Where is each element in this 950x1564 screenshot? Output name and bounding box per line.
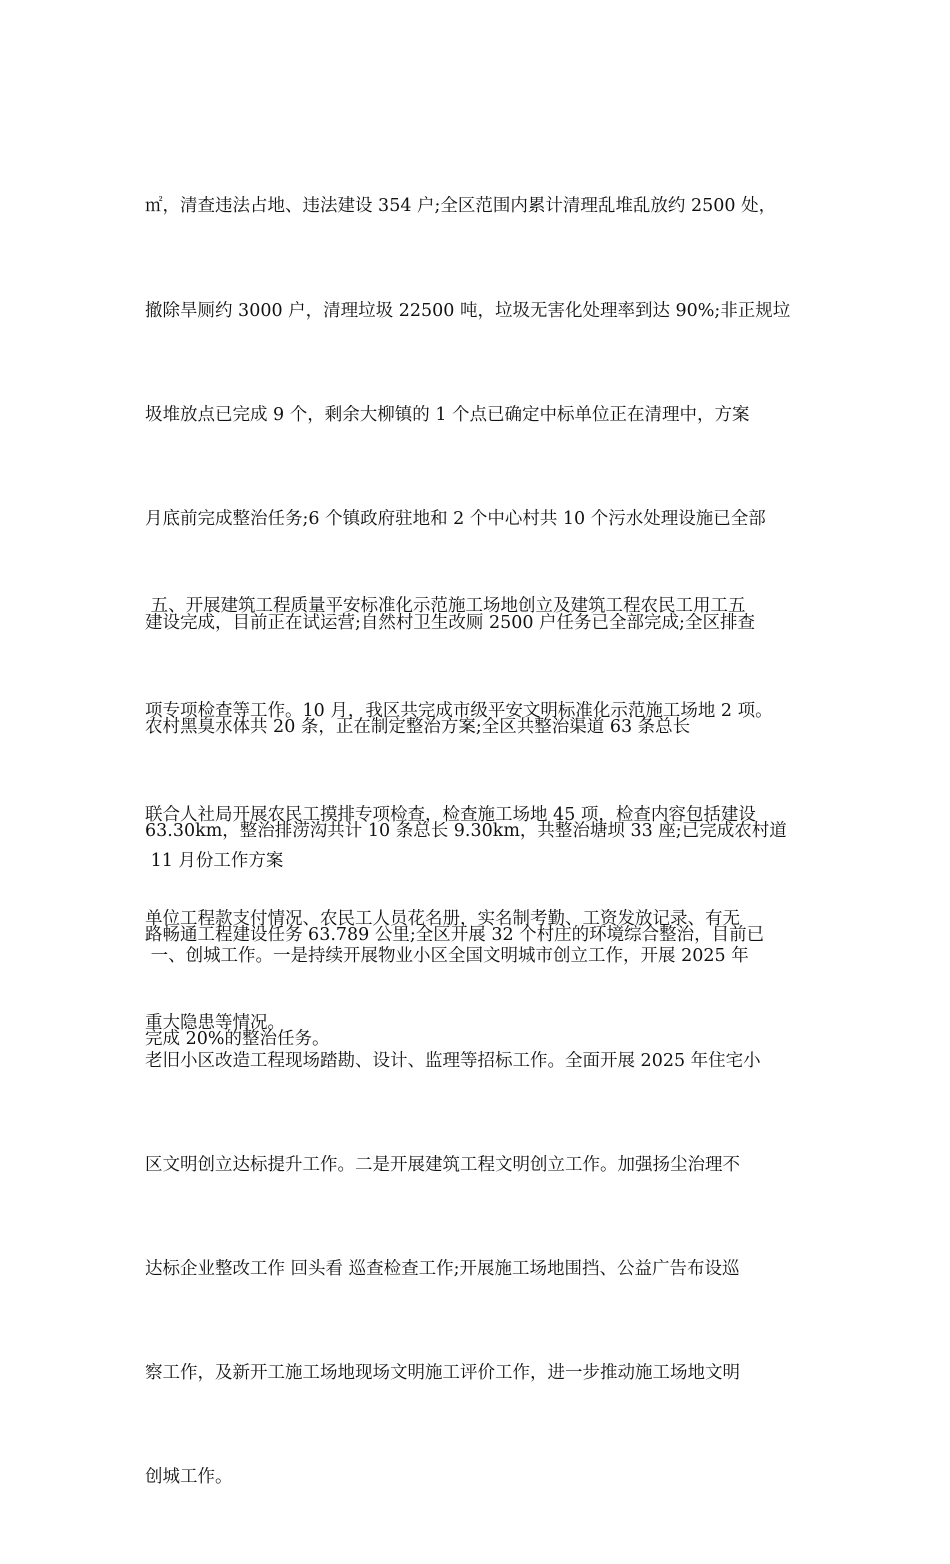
section-heading-text: 11 月份工作方案 bbox=[145, 851, 284, 872]
paragraph-line: 63.30km，整治排涝沟共计 10 条总长 9.30km，共整治塘坝 33 座;已完成农村道 bbox=[145, 821, 787, 842]
paragraph-line: 五、开展建筑工程质量平安标准化示范施工场地创立及建筑工程农民工用工五 bbox=[145, 596, 746, 617]
paragraph-line: 达标企业整改工作 回头看 巡查检查工作;开展施工场地围挡、公益广告布设巡 bbox=[145, 1258, 740, 1279]
paragraph-line: ㎡，清查违法占地、违法建设 354 户;全区范围内累计清理乱堆乱放约 2500 处， bbox=[145, 196, 777, 217]
paragraph-line: 农村黑臭水体共 20 条，正在制定整治方案;全区共整治渠道 63 条总长 bbox=[145, 716, 691, 737]
paragraph-line: 单位工程款支付情况、农民工人员花名册，实名制考勤、工资发放记录、有无 bbox=[145, 908, 740, 929]
paragraph-line: 创城工作。 bbox=[145, 1466, 233, 1487]
paragraph-line: 察工作，及新开工施工场地现场文明施工评价工作，进一步推动施工场地文明 bbox=[145, 1362, 740, 1383]
paragraph-line: 月底前完成整治任务;6 个镇政府驻地和 2 个中心村共 10 个污水处理设施已全部 bbox=[145, 508, 766, 529]
paragraph-line: 完成 20%的整治任务。 bbox=[145, 1029, 330, 1050]
paragraph-line: 建设完成，目前正在试运营;自然村卫生改厕 2500 户任务已全部完成;全区排查 bbox=[145, 612, 755, 633]
paragraph-line: 一、创城工作。一是持续开展物业小区全国文明城市创立工作，开展 2025 年 bbox=[145, 946, 749, 967]
paragraph-line: 路畅通工程建设任务 63.789 公里;全区开展 32 个村庄的环境综合整治，目前已 bbox=[145, 925, 765, 946]
paragraph-line: 区文明创立达标提升工作。二是开展建筑工程文明创立工作。加强扬尘治理不 bbox=[145, 1154, 740, 1175]
paragraph-line: 圾堆放点已完成 9 个，剩余大柳镇的 1 个点已确定中标单位正在清理中，方案 bbox=[145, 404, 750, 425]
paragraph-line: 联合人社局开展农民工摸排专项检查，检查施工场地 45 项，检查内容包括建设 bbox=[145, 804, 756, 825]
paragraph-line: 撤除旱厕约 3000 户，清理垃圾 22500 吨，垃圾无害化处理率到达 90%;非正规垃 bbox=[145, 300, 791, 321]
paragraph-one bbox=[145, 870, 810, 1564]
paragraph-line: 老旧小区改造工程现场踏勘、设计、监理等招标工作。全面开展 2025 年住宅小 bbox=[145, 1050, 761, 1071]
paragraph-line: 项专项检查等工作。10 月，我区共完成市级平安文明标准化示范施工场地 2 项。 bbox=[145, 700, 773, 721]
paragraph-line: 重大隐患等情况。 bbox=[145, 1012, 285, 1033]
